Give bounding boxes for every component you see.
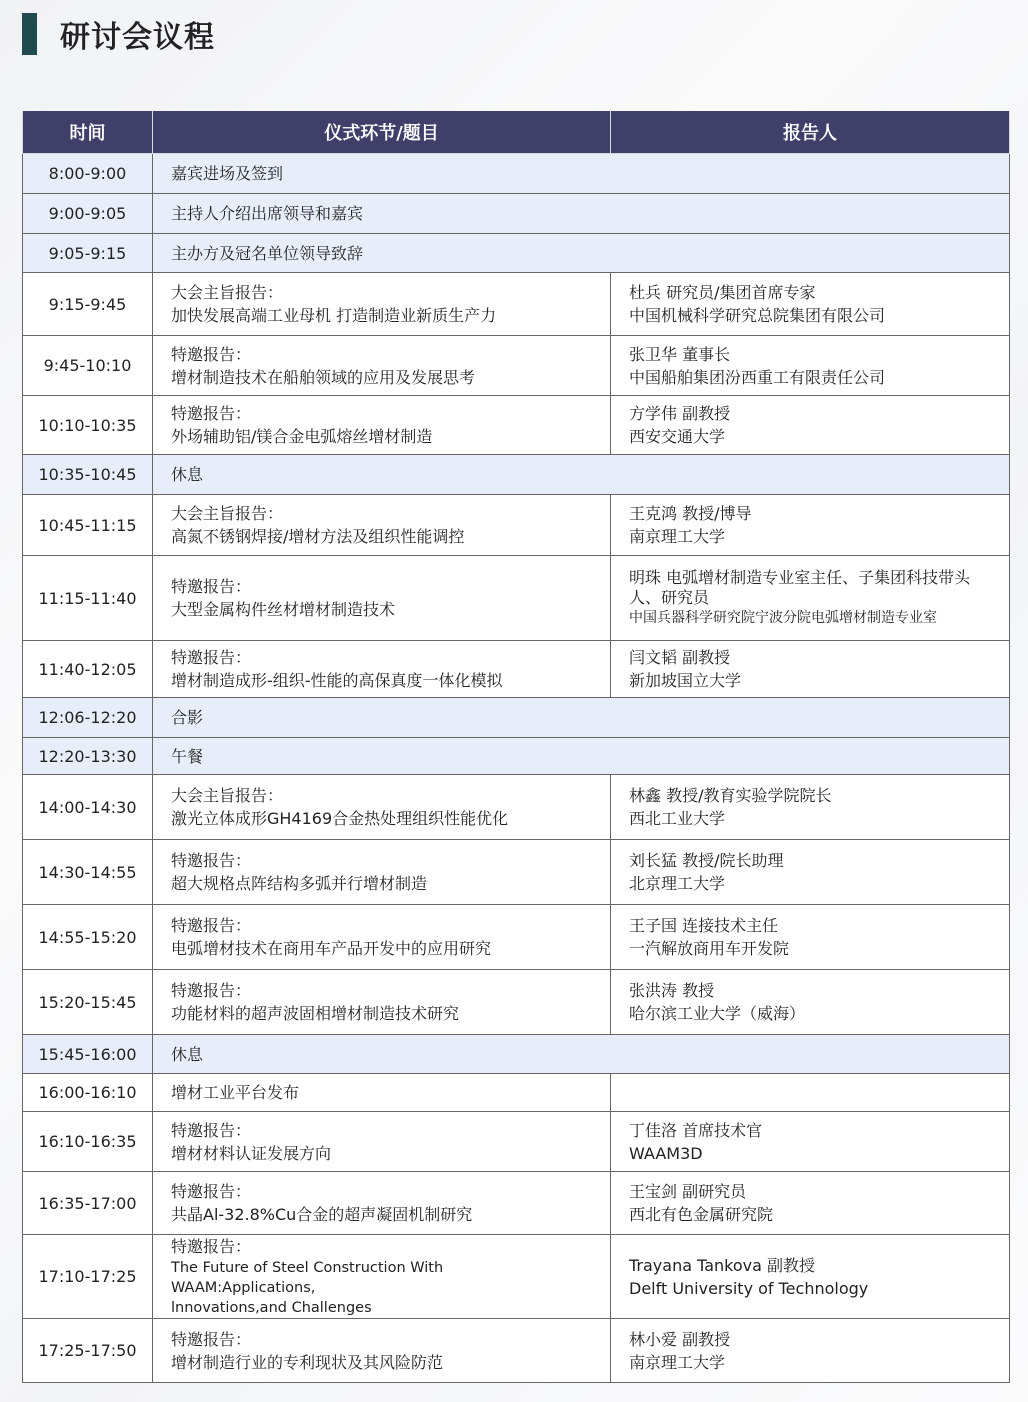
- speaker-line: 南京理工大学: [629, 1352, 726, 1372]
- topic-cell: [153, 495, 611, 556]
- topic-line: 合影: [171, 708, 204, 727]
- topic-line: 功能材料的超声波固相增材制造技术研究: [171, 1004, 460, 1023]
- table-row: [23, 1235, 1010, 1319]
- speaker-line: 王宝剑 副研究员: [629, 1182, 747, 1201]
- speaker-line: 张洪涛 教授: [629, 981, 715, 1000]
- speaker-line: 哈尔滨工业大学（威海）: [629, 1004, 806, 1023]
- speaker-line: WAAM3D: [629, 1143, 703, 1163]
- time-cell: 9:45-10:10: [23, 336, 153, 396]
- topic-cell: [153, 641, 611, 698]
- time-cell: 10:35-10:45: [23, 455, 153, 495]
- topic-line: 特邀报告：: [171, 1329, 252, 1349]
- speaker-line: 中国船舶集团汾西重工有限责任公司: [629, 367, 886, 387]
- table-row: [23, 495, 1010, 556]
- speaker-affiliation: 中国兵器科学研究院宁波分院电弧增材制造专业室: [629, 610, 937, 626]
- speaker-cell: [611, 1235, 1010, 1319]
- topic-line: 特邀报告：: [171, 1120, 252, 1140]
- table-row: [23, 641, 1010, 698]
- topic-line: 主办方及冠名单位领导致辞: [171, 243, 364, 263]
- time-cell: 11:15-11:40: [23, 556, 153, 641]
- topic-cell: [153, 1074, 611, 1112]
- topic-line: 增材工业平台发布: [171, 1083, 300, 1102]
- speaker-cell: [611, 396, 1010, 455]
- topic-line: 大会主旨报告：: [171, 504, 284, 523]
- topic-line: 特邀报告：: [171, 404, 252, 423]
- table-row: [23, 336, 1010, 396]
- table-row: [23, 970, 1010, 1035]
- speaker-line: 林小爱 副教授: [629, 1329, 731, 1349]
- speaker-line: 王子国 连接技术主任: [629, 916, 779, 935]
- topic-line: 大会主旨报告：: [171, 283, 284, 302]
- time-cell: 17:10-17:25: [23, 1235, 153, 1319]
- time-cell: 16:10-16:35: [23, 1112, 153, 1172]
- topic-cell: [153, 1319, 611, 1383]
- speaker-line: Trayana Tankova 副教授: [629, 1255, 816, 1275]
- topic-line: 大型金属构件丝材增材制造技术: [171, 600, 396, 619]
- table-row: [23, 775, 1010, 840]
- topic-line: 特邀报告：: [171, 851, 252, 870]
- speaker-line: 西北有色金属研究院: [629, 1205, 774, 1224]
- header-time: 时间: [23, 111, 153, 154]
- table-row: [23, 234, 1010, 273]
- speaker-line: 丁佳洛 首席技术官: [629, 1120, 763, 1140]
- table-row: [23, 1035, 1010, 1074]
- time-cell: 15:45-16:00: [23, 1035, 153, 1074]
- time-cell: 11:40-12:05: [23, 641, 153, 698]
- page-title: 研讨会议程: [60, 20, 215, 55]
- speaker-cell: [611, 1319, 1010, 1383]
- speaker-cell: [611, 1074, 1010, 1112]
- table-row: [23, 698, 1010, 738]
- topic-cell: [153, 336, 611, 396]
- topic-cell: [153, 970, 611, 1035]
- topic-cell: [153, 396, 611, 455]
- table-row: [23, 1172, 1010, 1235]
- topic-line: 高氮不锈钢焊接/增材方法及组织性能调控: [171, 527, 465, 546]
- time-cell: 15:20-15:45: [23, 970, 153, 1035]
- topic-line: 嘉宾进场及签到: [171, 164, 284, 183]
- topic-cell: [153, 698, 1010, 738]
- topic-line: 特邀报告：: [171, 916, 252, 935]
- table-row: [23, 738, 1010, 775]
- topic-cell: [153, 1172, 611, 1235]
- topic-line: 超大规格点阵结构多弧并行增材制造: [171, 874, 428, 893]
- speaker-cell: [611, 336, 1010, 396]
- topic-line: 特邀报告：: [171, 648, 252, 667]
- speaker-cell: [611, 970, 1010, 1035]
- table-row: [23, 1319, 1010, 1383]
- table-row: [23, 194, 1010, 234]
- speaker-cell: [611, 1172, 1010, 1235]
- topic-cell: [153, 194, 1010, 234]
- speaker-line: 方学伟 副教授: [629, 404, 731, 423]
- speaker-cell: [611, 495, 1010, 556]
- speaker-cell: [611, 273, 1010, 336]
- topic-line: 特邀报告：: [171, 981, 252, 1000]
- time-cell: 16:35-17:00: [23, 1172, 153, 1235]
- topic-line: 激光立体成形GH4169合金热处理组织性能优化: [171, 809, 509, 828]
- topic-cell: [153, 1035, 1010, 1074]
- table-row: [23, 556, 1010, 641]
- speaker-cell: [611, 641, 1010, 698]
- speaker-line: 北京理工大学: [629, 874, 726, 893]
- topic-cell: [153, 775, 611, 840]
- speaker-line: 明珠 电弧增材制造专业室主任、子集团科技带头人、研究员: [629, 568, 971, 607]
- time-cell: 10:10-10:35: [23, 396, 153, 455]
- speaker-cell: [611, 840, 1010, 905]
- topic-cell: [153, 840, 611, 905]
- topic-line: 共晶Al-32.8%Cu合金的超声凝固机制研究: [171, 1205, 473, 1224]
- speaker-line: 西北工业大学: [629, 809, 726, 828]
- topic-line: 外场辅助铝/镁合金电弧熔丝增材制造: [171, 427, 433, 446]
- topic-line: 休息: [171, 1044, 204, 1064]
- time-cell: 8:00-9:00: [23, 154, 153, 194]
- speaker-cell: [611, 775, 1010, 840]
- topic-line: 特邀报告：: [171, 577, 252, 596]
- topic-cell: [153, 556, 611, 641]
- time-cell: 12:06-12:20: [23, 698, 153, 738]
- time-cell: 14:55-15:20: [23, 905, 153, 970]
- table-row: [23, 840, 1010, 905]
- header-speaker: 报告人: [611, 111, 1010, 154]
- speaker-line: 中国机械科学研究总院集团有限公司: [629, 306, 886, 325]
- speaker-line: 张卫华 董事长: [629, 344, 731, 364]
- topic-cell: [153, 455, 1010, 495]
- title-accent-bar: [22, 13, 37, 55]
- topic-cell: [153, 1112, 611, 1172]
- topic-line: 增材制造技术在船舶领域的应用及发展思考: [171, 367, 476, 387]
- topic-line: 加快发展高端工业母机 打造制造业新质生产力: [171, 306, 497, 325]
- table-row: [23, 273, 1010, 336]
- table-row: [23, 1074, 1010, 1112]
- time-cell: 10:45-11:15: [23, 495, 153, 556]
- topic-cell: [153, 234, 1010, 273]
- speaker-cell: [611, 556, 1010, 641]
- speaker-line: 闫文韬 副教授: [629, 648, 731, 667]
- topic-cell: [153, 905, 611, 970]
- time-cell: 14:00-14:30: [23, 775, 153, 840]
- table-header: [23, 111, 1010, 154]
- table-row: [23, 905, 1010, 970]
- speaker-line: 刘长猛 教授/院长助理: [629, 851, 784, 870]
- time-cell: 17:25-17:50: [23, 1319, 153, 1383]
- time-cell: 9:05-9:15: [23, 234, 153, 273]
- topic-line: 特邀报告：: [171, 344, 252, 364]
- time-cell: 9:00-9:05: [23, 194, 153, 234]
- table-row: [23, 154, 1010, 194]
- speaker-line: 西安交通大学: [629, 427, 726, 446]
- agenda-table: [22, 111, 1010, 1383]
- table-row: [23, 396, 1010, 455]
- topic-line-en: lnnovations,and Challenges: [171, 1300, 372, 1316]
- speaker-line: Delft University of Technology: [629, 1278, 869, 1298]
- topic-line: 特邀报告：: [171, 1182, 252, 1201]
- speaker-line: 新加坡国立大学: [629, 671, 742, 690]
- speaker-line: 杜兵 研究员/集团首席专家: [629, 283, 816, 302]
- time-cell: 12:20-13:30: [23, 738, 153, 775]
- topic-line: 主持人介绍出席领导和嘉宾: [171, 204, 364, 223]
- topic-line: 增材制造成形-组织-性能的高保真度一体化模拟: [171, 671, 503, 690]
- topic-line: 特邀报告：: [171, 1237, 252, 1256]
- speaker-line: 一汽解放商用车开发院: [629, 939, 790, 958]
- header-topic: 仪式环节/题目: [153, 111, 611, 154]
- speaker-cell: [611, 1112, 1010, 1172]
- topic-cell: [153, 154, 1010, 194]
- table-row: [23, 455, 1010, 495]
- time-cell: 9:15-9:45: [23, 273, 153, 336]
- topic-line: 电弧增材技术在商用车产品开发中的应用研究: [171, 939, 492, 958]
- speaker-line: 林鑫 教授/教育实验学院院长: [629, 786, 832, 805]
- topic-cell: [153, 738, 1010, 775]
- speaker-line: 南京理工大学: [629, 527, 726, 546]
- table-row: [23, 1112, 1010, 1172]
- speaker-line: 王克鸿 教授/博导: [629, 504, 752, 523]
- topic-line: 午餐: [171, 746, 204, 766]
- speaker-cell: [611, 905, 1010, 970]
- topic-cell: [153, 273, 611, 336]
- topic-line: 休息: [171, 465, 204, 484]
- time-cell: 14:30-14:55: [23, 840, 153, 905]
- time-cell: 16:00-16:10: [23, 1074, 153, 1112]
- topic-line: 增材材料认证发展方向: [171, 1143, 332, 1163]
- topic-line-en: The Future of Steel Construction With WAAM:Applications,: [171, 1260, 444, 1296]
- topic-line: 增材制造行业的专利现状及其风险防范: [171, 1352, 444, 1372]
- topic-line: 大会主旨报告：: [171, 786, 284, 805]
- topic-cell: [153, 1235, 611, 1319]
